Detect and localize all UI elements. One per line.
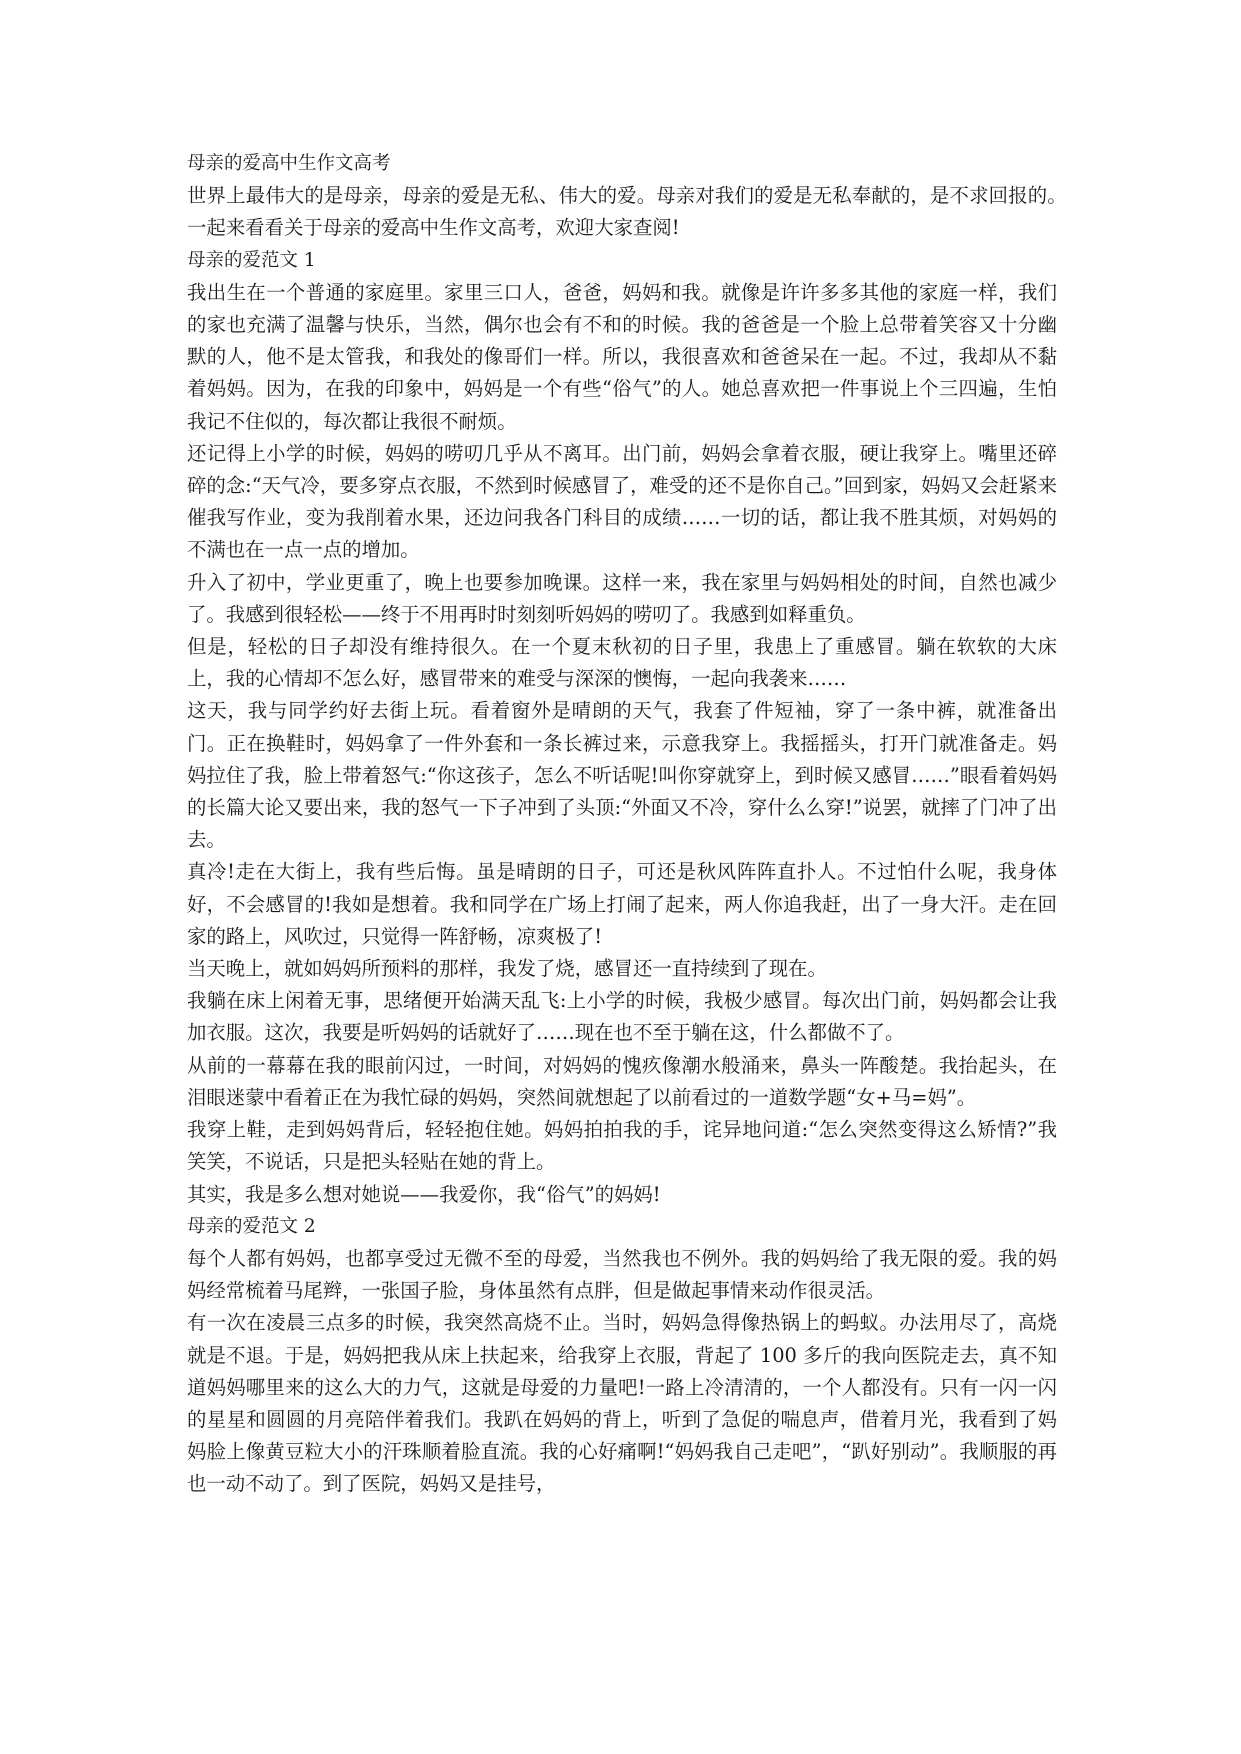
section-heading-2: 母亲的爱范文 2 xyxy=(187,1215,316,1237)
section-heading-1: 母亲的爱范文 1 xyxy=(187,249,316,271)
body-paragraph: 我穿上鞋，走到妈妈背后，轻轻抱住她。妈妈拍拍我的手，诧异地问道:“怎么突然变得这么矫情?”我笑笑，不说话，只是把头轻贴在她的背上。 xyxy=(187,1118,1057,1174)
body-paragraph: 但是，轻松的日子却没有维持很久。在一个夏末秋初的日子里，我患上了重感冒。躺在软软的大床上，我的心情却不怎么好，感冒带来的难受与深深的懊悔，一起向我袭来…… xyxy=(187,635,1057,691)
body-paragraph: 有一次在凌晨三点多的时候，我突然高烧不止。当时，妈妈急得像热锅上的蚂蚁。办法用尽了，高烧就是不退。于是，妈妈把我从床上扶起来，给我穿上衣服，背起了 100 多斤的我向医院走去，真不知道妈妈哪里来的这么大的力气，这就是母爱的力量吧!一路上冷清清的，一个人都没有。只有一闪一闪的星星和圆圆的月亮陪伴着我们。我趴在妈妈的背上，听到了急促的喘息声，借着月光，我看到了妈妈脸上像黄豆粒大小的汗珠顺着脸直流。我的心好痛啊!“妈妈我自己走吧”，“趴好别动”。我顺服的再也一动不动了。到了医院，妈妈又是挂号， xyxy=(187,1311,1057,1496)
body-paragraph: 从前的一幕幕在我的眼前闪过，一时间，对妈妈的愧疚像潮水般涌来，鼻头一阵酸楚。我抬起头，在泪眼迷蒙中看着正在为我忙碌的妈妈，突然间就想起了以前看过的一道数学题“女+马=妈”。 xyxy=(187,1053,1057,1109)
body-paragraph: 我躺在床上闲着无事，思绪便开始满天乱飞:上小学的时候，我极少感冒。每次出门前，妈妈都会让我加衣服。这次，我要是听妈妈的话就好了……现在也不至于躺在这，什么都做不了。 xyxy=(187,989,1057,1045)
body-paragraph: 还记得上小学的时候，妈妈的唠叨几乎从不离耳。出门前，妈妈会拿着衣服，硬让我穿上。嘴里还碎碎的念:“天气冷，要多穿点衣服，不然到时候感冒了，难受的还不是你自己。”回到家，妈妈又会赶紧来催我写作业，变为我削着水果，还边问我各门科目的成绩……一切的话，都让我不胜其烦，对妈妈的不满也在一点一点的增加。 xyxy=(187,441,1057,562)
body-paragraph: 这天，我与同学约好去街上玩。看着窗外是晴朗的天气，我套了件短袖，穿了一条中裤，就准备出门。正在换鞋时，妈妈拿了一件外套和一条长裤过来，示意我穿上。我摇摇头，打开门就准备走。妈妈拉住了我，脸上带着怒气:“你这孩子，怎么不听话呢!叫你穿就穿上，到时候又感冒……”眼看着妈妈的长篇大论又要出来，我的怒气一下子冲到了头顶:“外面又不冷，穿什么么穿!”说罢，就摔了门冲了出去。 xyxy=(187,699,1057,852)
body-paragraph: 当天晚上，就如妈妈所预料的那样，我发了烧，感冒还一直持续到了现在。 xyxy=(187,957,827,981)
document-title: 母亲的爱高中生作文高考 xyxy=(187,153,391,174)
body-paragraph: 其实，我是多么想对她说——我爱你，我“俗气”的妈妈! xyxy=(187,1182,661,1206)
body-paragraph: 升入了初中，学业更重了，晚上也要参加晚课。这样一来，我在家里与妈妈相处的时间，自然也减少了。我感到很轻松——终于不用再时时刻刻听妈妈的唠叨了。我感到如释重负。 xyxy=(187,570,1057,626)
body-paragraph: 每个人都有妈妈，也都享受过无微不至的母爱，当然我也不例外。我的妈妈给了我无限的爱。我的妈妈经常梳着马尾辫，一张国子脸，身体虽然有点胖，但是做起事情来动作很灵活。 xyxy=(187,1246,1057,1303)
body-paragraph: 真冷!走在大街上，我有些后悔。虽是晴朗的日子，可还是秋风阵阵直扑人。不过怕什么呢，我身体好，不会感冒的!我如是想着。我和同学在广场上打闹了起来，两人你追我赶，出了一身大汗。走在回家的路上，风吹过，只觉得一阵舒畅，凉爽极了! xyxy=(187,860,1057,948)
body-paragraph: 我出生在一个普通的家庭里。家里三口人，爸爸，妈妈和我。就像是许许多多其他的家庭一样，我们的家也充满了温馨与快乐，当然，偶尔也会有不和的时候。我的爸爸是一个脸上总带着笑容又十分幽默的人，他不是太管我，和我处的像哥们一样。所以，我很喜欢和爸爸呆在一起。不过，我却从不黏着妈妈。因为，在我的印象中，妈妈是一个有些“俗气”的人。她总喜欢把一件事说上个三四遍，生怕我记不住似的，每次都让我很不耐烦。 xyxy=(187,280,1057,433)
document-body xyxy=(187,148,1096,1501)
intro-paragraph: 世界上最伟大的是母亲，母亲的爱是无私、伟大的爱。母亲对我们的爱是无私奉献的，是不求回报的。 一起来看看关于母亲的爱高中生作文高考，欢迎大家查阅! xyxy=(187,184,1096,240)
